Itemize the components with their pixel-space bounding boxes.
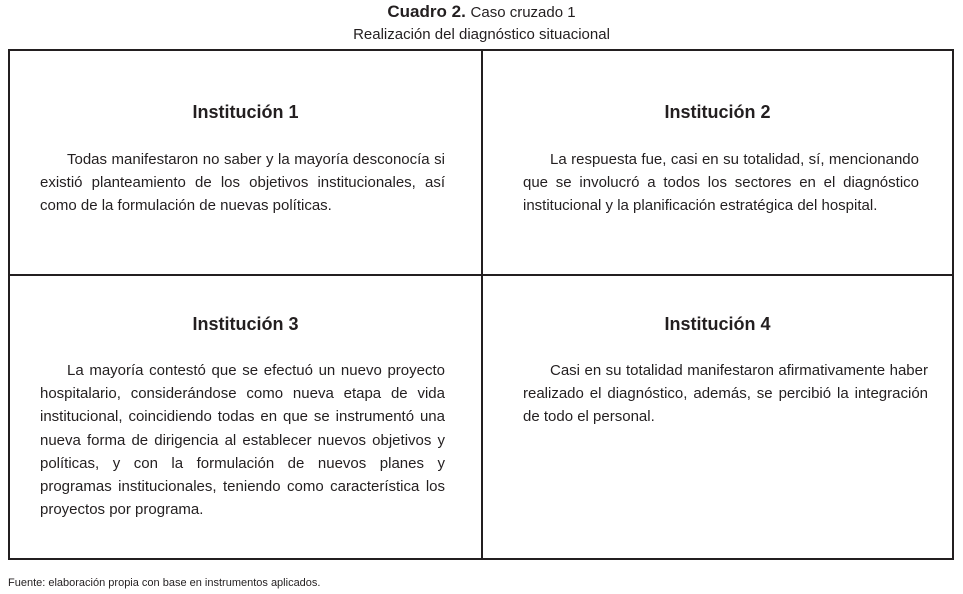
cell-institucion-2 bbox=[483, 51, 952, 276]
caption-title: Caso cruzado 1 bbox=[470, 4, 576, 21]
cell-heading: Institución 4 bbox=[664, 314, 771, 334]
cell-heading: Institución 1 bbox=[192, 102, 299, 122]
cell-text: Todas manifestaron no saber y la mayoría desconocía si existió planteamiento de los objetivos institucionales, así como de la formulación de nuevas políticas. bbox=[40, 151, 445, 215]
cell-text: La respuesta fue, casi en su totalidad, sí, mencionando que se involucró a todos los sectores en el diagnóstico institucional y la planificación estratégica del hospital. bbox=[523, 151, 919, 215]
cell-text: Casi en su totalidad manifestaron afirmativamente haber realizado el diagnóstico, además, se percibió la integración de todo el personal. bbox=[523, 362, 928, 426]
cell-institucion-4 bbox=[483, 276, 952, 558]
cell-institucion-1 bbox=[10, 51, 483, 276]
cell-heading: Institución 3 bbox=[192, 314, 299, 334]
cell-heading: Institución 2 bbox=[664, 102, 771, 122]
cell-institucion-3 bbox=[10, 276, 483, 558]
caption-label: Cuadro 2. bbox=[387, 2, 466, 21]
cell-text: La mayoría contestó que se efectuó un nuevo proyecto hospitalario, considerándose como nueva etapa de vida institucional, coincidiendo todas en que se instrumentó una nueva forma de dirigencia al establecer nuevos objetivos y políticas, y con la formulación de nuevos planes y programas institucionales, teniendo como característica los proyectos por programa. bbox=[40, 362, 445, 519]
source-note: Fuente: elaboración propia con base en instrumentos aplicados. bbox=[8, 577, 321, 589]
comparison-table bbox=[8, 49, 954, 560]
table-caption bbox=[0, 1, 963, 24]
caption-subtitle: Realización del diagnóstico situacional bbox=[353, 26, 610, 43]
